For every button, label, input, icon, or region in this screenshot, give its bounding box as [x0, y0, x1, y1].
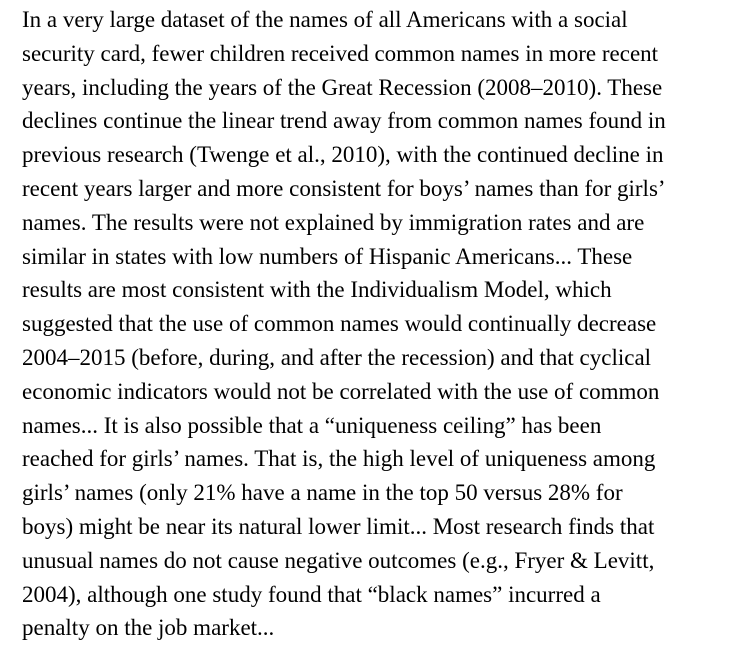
text-line: names. The results were not explained by immigration rates and are [22, 209, 645, 235]
text-line: similar in states with low numbers of Hispanic Americans... These [22, 243, 633, 269]
text-line: 2004), although one study found that “black names” incurred a [22, 581, 601, 607]
text-line: boys) might be near its natural lower limit... Most research finds that [22, 513, 655, 539]
text-line: years, including the years of the Great Recession (2008–2010). These [22, 74, 663, 100]
text-line: In a very large dataset of the names of all Americans with a social [22, 7, 628, 32]
text-line: girls’ names (only 21% have a name in the top 50 versus 28% for [22, 480, 623, 506]
text-line: reached for girls’ names. That is, the high level of uniqueness among [22, 446, 656, 472]
text-line: declines continue the linear trend away from common names found in [22, 108, 666, 134]
text-line: previous research (Twenge et al., 2010), with the continued decline in [22, 142, 664, 168]
text-line: security card, fewer children received common names in more recent [22, 40, 659, 66]
text-line: suggested that the use of common names would continually decrease [22, 311, 657, 337]
text-line: results are most consistent with the Individualism Model, which [22, 277, 612, 303]
text-line: penalty on the job market... [22, 615, 275, 641]
excerpt-paragraph [22, 3, 742, 645]
text-line: names... It is also possible that a “uniqueness ceiling” has been [22, 412, 602, 438]
text-line: unusual names do not cause negative outcomes (e.g., Fryer & Levitt, [22, 547, 655, 573]
text-line: economic indicators would not be correlated with the use of common [22, 378, 660, 404]
text-line: 2004–2015 (before, during, and after the recession) and that cyclical [22, 344, 652, 370]
text-line: recent years larger and more consistent for boys’ names than for girls’ [22, 175, 666, 201]
